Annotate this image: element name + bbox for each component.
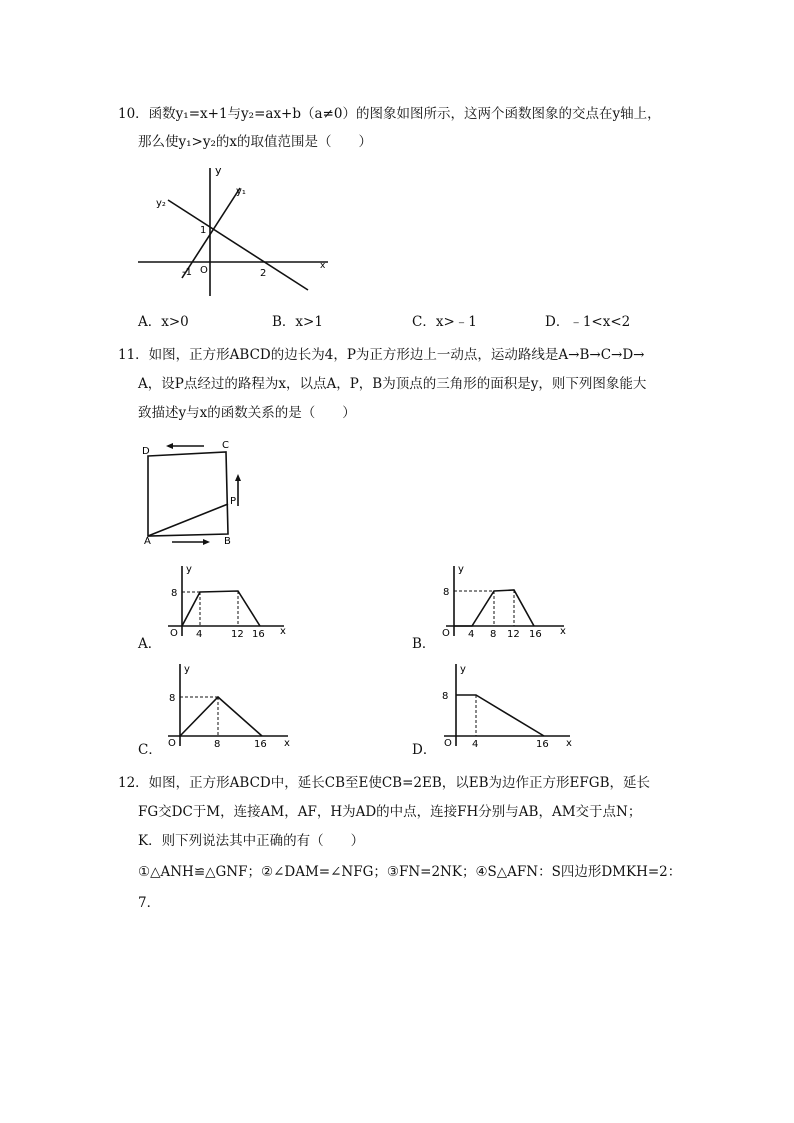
q11-option-a: A． xyxy=(138,636,162,652)
arrow-bottom-head xyxy=(203,539,210,545)
svg-text:12: 12 xyxy=(507,629,520,640)
q10-option-d: D．﹣1<x<2 xyxy=(545,314,631,330)
q11-option-d: D． xyxy=(412,742,437,758)
q12-line-2: FG交DC于M，连接AM，AF，H为AD的中点，连接FH分别与AB，AM交于点N； xyxy=(138,804,642,820)
square-abcd xyxy=(148,452,228,536)
svg-text:y: y xyxy=(184,664,190,675)
q12-line-5: 7． xyxy=(138,895,161,911)
arrow-top-head xyxy=(166,443,173,449)
q12-line-1: 12．如图，正方形ABCD中，延长CB至E使CB=2EB，以EB为边作正方形EFGB，延长 xyxy=(118,775,650,791)
q10-label-y2: y₂ xyxy=(156,198,166,209)
svg-text:x: x xyxy=(284,738,290,749)
svg-text:8: 8 xyxy=(442,691,449,702)
q10-line-1: 10．函数y₁=x+1与y₂=ax+b（a≠0）的图象如图所示，这两个函数图象的交点在y轴上， xyxy=(118,106,661,122)
svg-text:8: 8 xyxy=(171,588,178,599)
q11-option-b: B． xyxy=(412,636,436,652)
q11-line-2: A，设P点经过的路程为x，以点A，P，B为顶点的三角形的面积是y，则下列图象能大 xyxy=(138,376,647,392)
svg-text:8: 8 xyxy=(490,629,497,640)
svg-text:4: 4 xyxy=(468,629,475,640)
q12-line-4: ①△ANH≌△GNF；②∠DAM=∠NFG；③FN=2NK；④S△AFN：S四边形DMKH=2： xyxy=(138,864,682,880)
svg-text:x: x xyxy=(566,738,572,749)
arrow-right-head xyxy=(235,474,241,481)
q11-square-figure xyxy=(136,436,256,546)
svg-text:y: y xyxy=(460,664,466,675)
label-d: D xyxy=(142,446,150,457)
q10-label-o: O xyxy=(200,265,208,276)
q11-option-c: C． xyxy=(138,742,162,758)
q11-graph-d xyxy=(440,660,580,750)
q10-label-1: 1 xyxy=(200,225,207,236)
svg-text:16: 16 xyxy=(536,739,549,750)
q11-line-1: 11．如图，正方形ABCD的边长为4，P为正方形边上一动点，运动路线是A→B→C→D→ xyxy=(118,347,645,363)
svg-text:8: 8 xyxy=(169,693,176,704)
q10-option-c: C．x>﹣1 xyxy=(412,314,477,330)
q10-option-a: A．x>0 xyxy=(138,314,189,330)
q10-label-y: y xyxy=(215,164,222,177)
q10-label-2: 2 xyxy=(260,268,267,279)
svg-text:y: y xyxy=(186,564,192,575)
svg-text:4: 4 xyxy=(196,629,203,640)
svg-text:12: 12 xyxy=(231,629,244,640)
svg-text:8: 8 xyxy=(443,587,450,598)
q11-graph-c xyxy=(162,660,302,750)
q10-label-x: x xyxy=(320,261,326,271)
svg-text:O: O xyxy=(442,628,450,639)
label-p: P xyxy=(230,496,237,507)
q10-figure xyxy=(130,160,340,300)
q11-line-3: 致描述y与x的函数关系的是（ ） xyxy=(138,405,356,421)
segment-ap xyxy=(148,504,228,536)
svg-text:16: 16 xyxy=(529,629,542,640)
q12-line-3: K．则下列说法其中正确的有（ ） xyxy=(138,833,365,849)
svg-text:16: 16 xyxy=(254,739,267,750)
label-c: C xyxy=(222,440,229,451)
q10-label-y1: y₁ xyxy=(236,186,246,197)
svg-text:y: y xyxy=(458,564,464,575)
svg-text:8: 8 xyxy=(214,739,221,750)
label-a: A xyxy=(144,536,151,546)
q11-graph-b xyxy=(440,562,570,642)
q10-line-y1 xyxy=(182,188,240,278)
svg-text:O: O xyxy=(168,738,176,749)
label-b: B xyxy=(224,536,231,546)
svg-text:x: x xyxy=(560,626,566,637)
svg-text:16: 16 xyxy=(252,629,265,640)
svg-text:O: O xyxy=(170,628,178,639)
q10-label-neg1: -1 xyxy=(182,267,192,278)
q10-option-b: B．x>1 xyxy=(272,314,323,330)
svg-text:O: O xyxy=(444,738,452,749)
svg-text:x: x xyxy=(280,626,286,637)
svg-text:4: 4 xyxy=(472,739,479,750)
q10-line-2: 那么使y₁>y₂的x的取值范围是（ ） xyxy=(138,134,373,150)
q11-graph-a xyxy=(162,562,292,642)
